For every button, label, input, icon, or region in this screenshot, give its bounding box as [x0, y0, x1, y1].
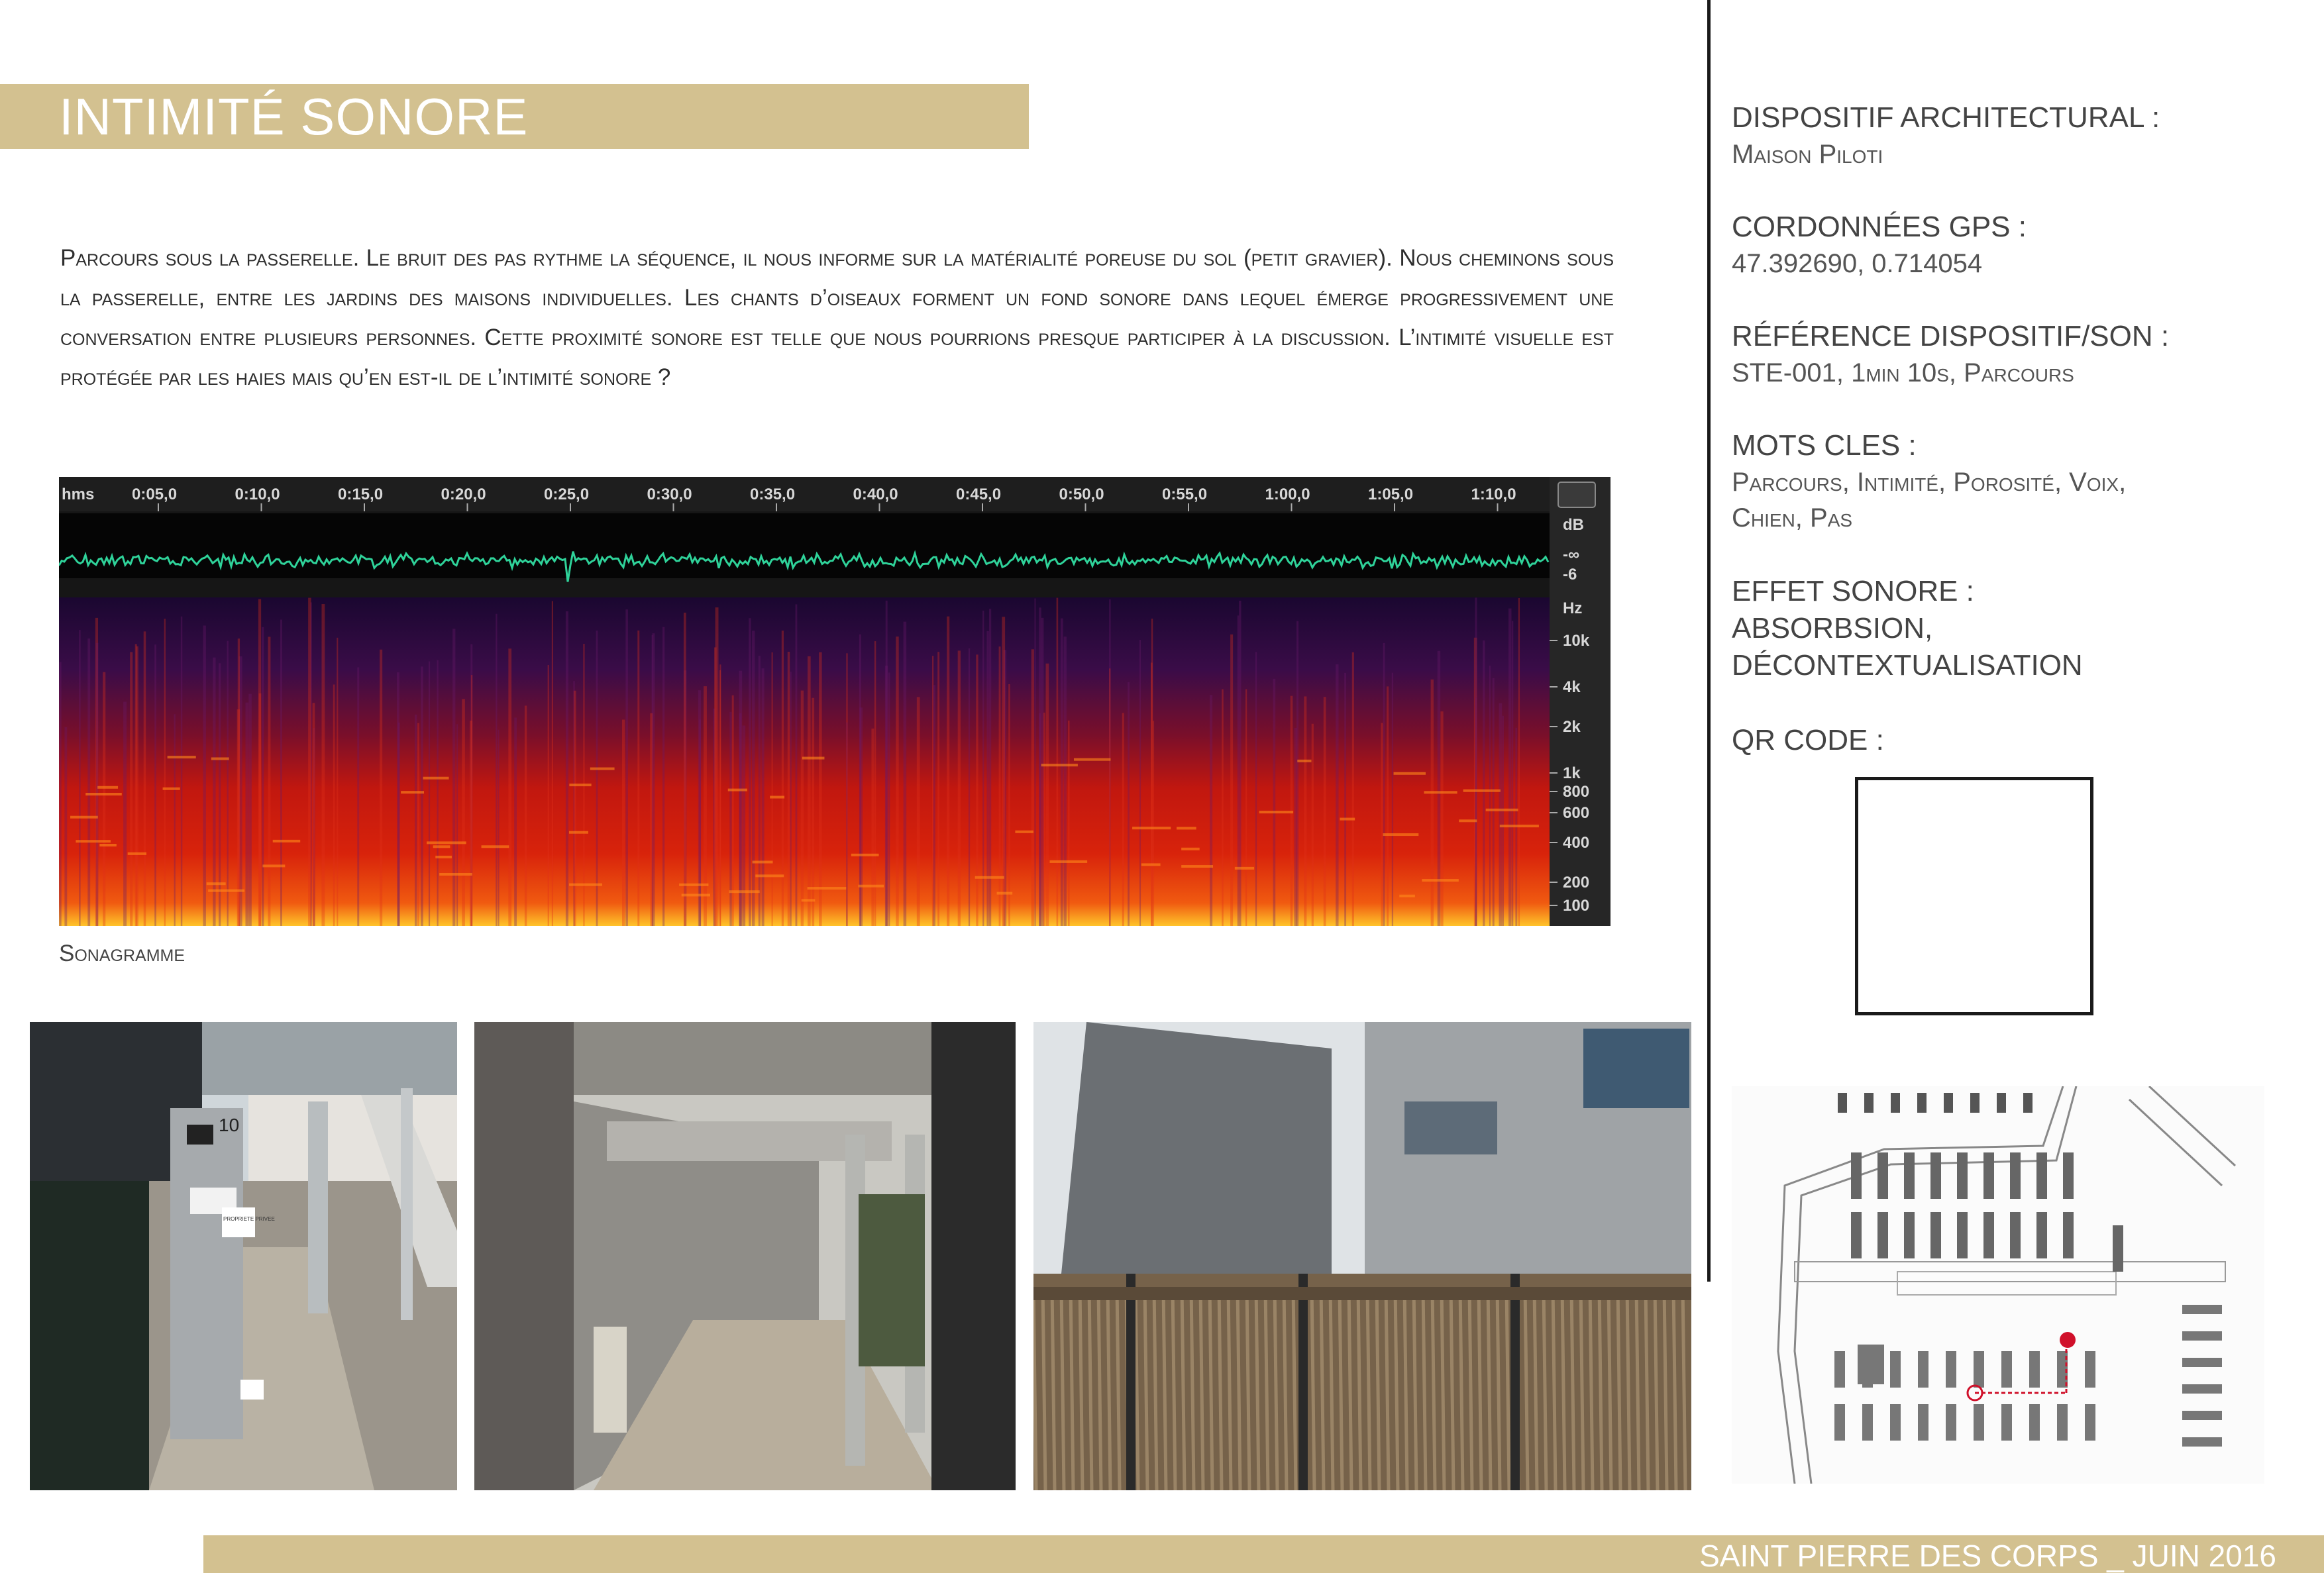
map-start-marker — [2060, 1332, 2076, 1348]
spectrogram-caption: Sonagramme — [59, 941, 185, 966]
time-tick-label: 0:10,0 — [235, 485, 280, 503]
photo1-number: 10 — [219, 1115, 240, 1135]
time-tick-label: 0:15,0 — [338, 485, 384, 503]
photo1-sign: PROPRIETE PRIVEE — [223, 1216, 275, 1222]
spectrogram-panel — [59, 477, 1611, 926]
time-unit-label: hms — [62, 485, 95, 503]
dispositif-label: DISPOSITIF ARCHITECTURAL : — [1732, 101, 2160, 134]
gps-value: 47.392690, 0.714054 — [1732, 249, 1983, 278]
time-tick-label: 0:05,0 — [132, 485, 178, 503]
keywords-line2: Chien, Pas — [1732, 503, 1853, 533]
reference-label: RÉFÉRENCE DISPOSITIF/SON : — [1732, 320, 2170, 352]
time-tick-label: 0:35,0 — [750, 485, 796, 503]
time-tick-label: 1:05,0 — [1368, 485, 1414, 503]
gps-label: CORDONNÉES GPS : — [1732, 211, 2027, 243]
time-tick-label: 0:45,0 — [956, 485, 1002, 503]
page-title: INTIMITÉ SONORE — [59, 87, 529, 146]
time-tick-label: 0:25,0 — [544, 485, 590, 503]
dispositif-block — [1732, 99, 2160, 172]
freq-tick-label: 2k — [1563, 718, 1581, 736]
dispositif-value: Maison Piloti — [1732, 140, 1883, 169]
freq-tick-label: 400 — [1563, 834, 1590, 852]
time-tick-label: 0:55,0 — [1162, 485, 1208, 503]
time-tick-label: 0:20,0 — [441, 485, 486, 503]
footer-text: SAINT PIERRE DES CORPS _ JUIN 2016 — [1699, 1539, 2276, 1573]
freq-tick-label: 100 — [1563, 897, 1590, 915]
time-tick-label: 0:30,0 — [647, 485, 692, 503]
effect-block — [1732, 573, 2083, 684]
freq-tick-label: 600 — [1563, 804, 1590, 822]
freq-tick-label: 800 — [1563, 783, 1590, 801]
level-label: dB — [1563, 516, 1584, 534]
intro-paragraph: Parcours sous la passerelle. Le bruit des pas rythme la séquence, il nous informe sur la matérialité poreuse du sol (petit gravier). Nous cheminons sous la passerelle, entre les jardins des maisons individuelles. Les chants d’oiseaux forment un fond sonore dans lequel émerge progressivement une conversation entre plusieurs personnes. Cette proximité sonore est telle que nous pourrions presque participer à la discussion. L’intimité visuelle est protégée par les haies mais qu’en est-il de l’intimité sonore ? — [60, 245, 1614, 390]
effect-line2: DÉCONTEXTUALISATION — [1732, 649, 2083, 682]
spectrogram — [59, 477, 1611, 926]
column-divider — [1707, 0, 1711, 1282]
freq-tick-label: 10k — [1563, 632, 1590, 650]
freq-tick-label: 4k — [1563, 678, 1581, 696]
level-label: -6 — [1563, 566, 1577, 584]
freq-unit-label: Hz — [1563, 599, 1583, 617]
freq-tick-label: 1k — [1563, 764, 1581, 782]
time-tick-label: 0:50,0 — [1059, 485, 1104, 503]
time-tick-label: 1:00,0 — [1265, 485, 1310, 503]
qr-label: QR CODE : — [1732, 724, 1884, 756]
effect-label: EFFET SONORE : — [1732, 575, 1974, 607]
site-plan-map — [1732, 1086, 2264, 1484]
qr-block — [1732, 722, 1884, 759]
time-tick-label: 1:10,0 — [1471, 485, 1516, 503]
freq-tick-label: 200 — [1563, 874, 1590, 892]
effect-line1: ABSORBSION, — [1732, 612, 1933, 644]
time-tick-label: 0:40,0 — [853, 485, 898, 503]
keywords-label: MOTS CLES : — [1732, 429, 1917, 462]
reference-value: STE-001, 1min 10s, Parcours — [1732, 358, 2074, 387]
keywords-block — [1732, 427, 2126, 536]
photo-garden-fence — [1033, 1022, 1691, 1490]
photo-covered-path — [474, 1022, 1016, 1490]
qr-code-placeholder[interactable] — [1855, 777, 2093, 1015]
headphone-icon[interactable] — [1558, 482, 1595, 507]
level-label: -∞ — [1563, 546, 1580, 564]
keywords-line1: Parcours, Intimité, Porosité, Voix, — [1732, 468, 2127, 497]
photo-passage-stairs — [30, 1022, 457, 1490]
reference-block — [1732, 318, 2169, 391]
gps-block — [1732, 209, 2027, 281]
